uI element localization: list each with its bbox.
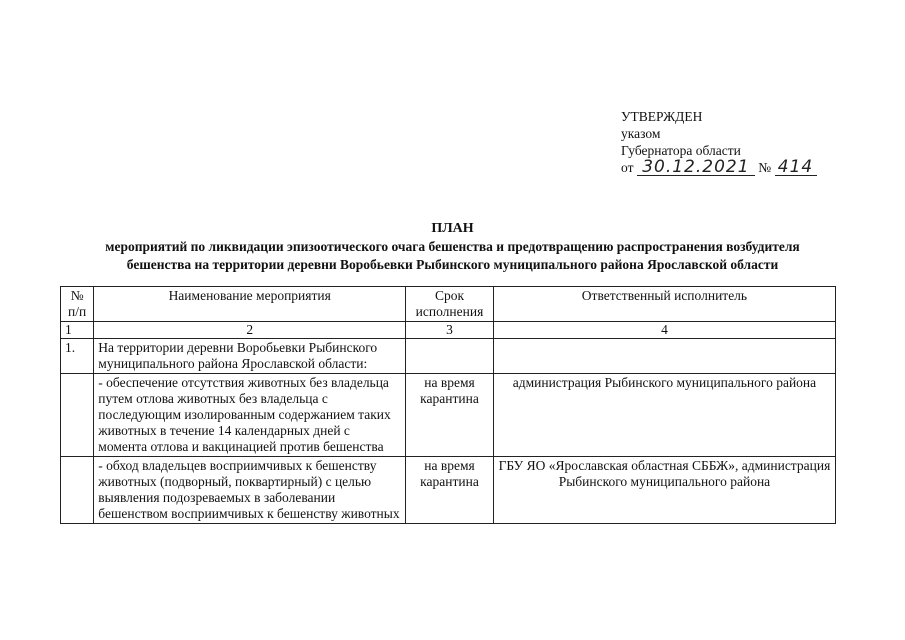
row-num <box>61 374 94 457</box>
from-label: от <box>621 160 634 175</box>
row-name: На территории деревни Воробьевки Рыбинского муниципального района Ярославской области: <box>94 339 406 374</box>
row-term: на время карантина <box>406 374 494 457</box>
header-num: № п/п <box>61 287 94 322</box>
row-num: 1. <box>61 339 94 374</box>
table-row <box>61 339 836 374</box>
col-number: 2 <box>94 322 406 339</box>
plan-subtitle-line-2: бешенства на территории деревни Воробьевки Рыбинского муниципального района Ярославской области <box>126 257 779 272</box>
approval-by-decree: указом <box>621 126 661 141</box>
col-number: 3 <box>406 322 494 339</box>
approval-title: УТВЕРЖДЕН <box>621 109 703 124</box>
plan-heading: ПЛАН <box>431 221 474 236</box>
col-number: 1 <box>61 322 94 339</box>
row-responsible: администрация Рыбинского муниципального района <box>493 374 835 457</box>
column-numbers-row <box>61 322 836 339</box>
row-name: - обход владельцев восприимчивых к бешенству животных (подворный, поквартирный) с целью выявления подозреваемых в заболевании бешенством восприимчивых к бешенству животных <box>94 457 406 524</box>
row-name: - обеспечение отсутствия животных без владельца путем отлова животных без владельца с последующим изолированным содержанием таких животных в течение 14 календарных дней с момента отлова и вакцинацией против бешенства <box>94 374 406 457</box>
row-responsible: ГБУ ЯО «Ярославская областная СББЖ», администрация Рыбинского муниципального района <box>493 457 835 524</box>
table-row <box>61 374 836 457</box>
header-name: Наименование мероприятия <box>94 287 406 322</box>
row-term <box>406 339 494 374</box>
plan-subtitle-line-1: мероприятий по ликвидации эпизоотического очага бешенства и предотвращению распространения возбудителя <box>105 239 800 254</box>
row-responsible <box>493 339 835 374</box>
row-term: на время карантина <box>406 457 494 524</box>
row-num <box>61 457 94 524</box>
handwritten-date: 30.12.2021 <box>637 160 755 176</box>
table-header-row <box>61 287 836 322</box>
approval-stamp <box>621 108 817 176</box>
header-term: Срок исполнения <box>406 287 494 322</box>
number-label: № <box>758 160 772 175</box>
col-number: 4 <box>493 322 835 339</box>
handwritten-number: 414 <box>775 160 817 176</box>
approval-governor: Губернатора области <box>621 143 741 158</box>
table-row <box>61 457 836 524</box>
header-responsible: Ответственный исполнитель <box>493 287 835 322</box>
document-title <box>0 220 905 274</box>
plan-table <box>60 286 836 524</box>
approval-date-line <box>621 159 817 176</box>
